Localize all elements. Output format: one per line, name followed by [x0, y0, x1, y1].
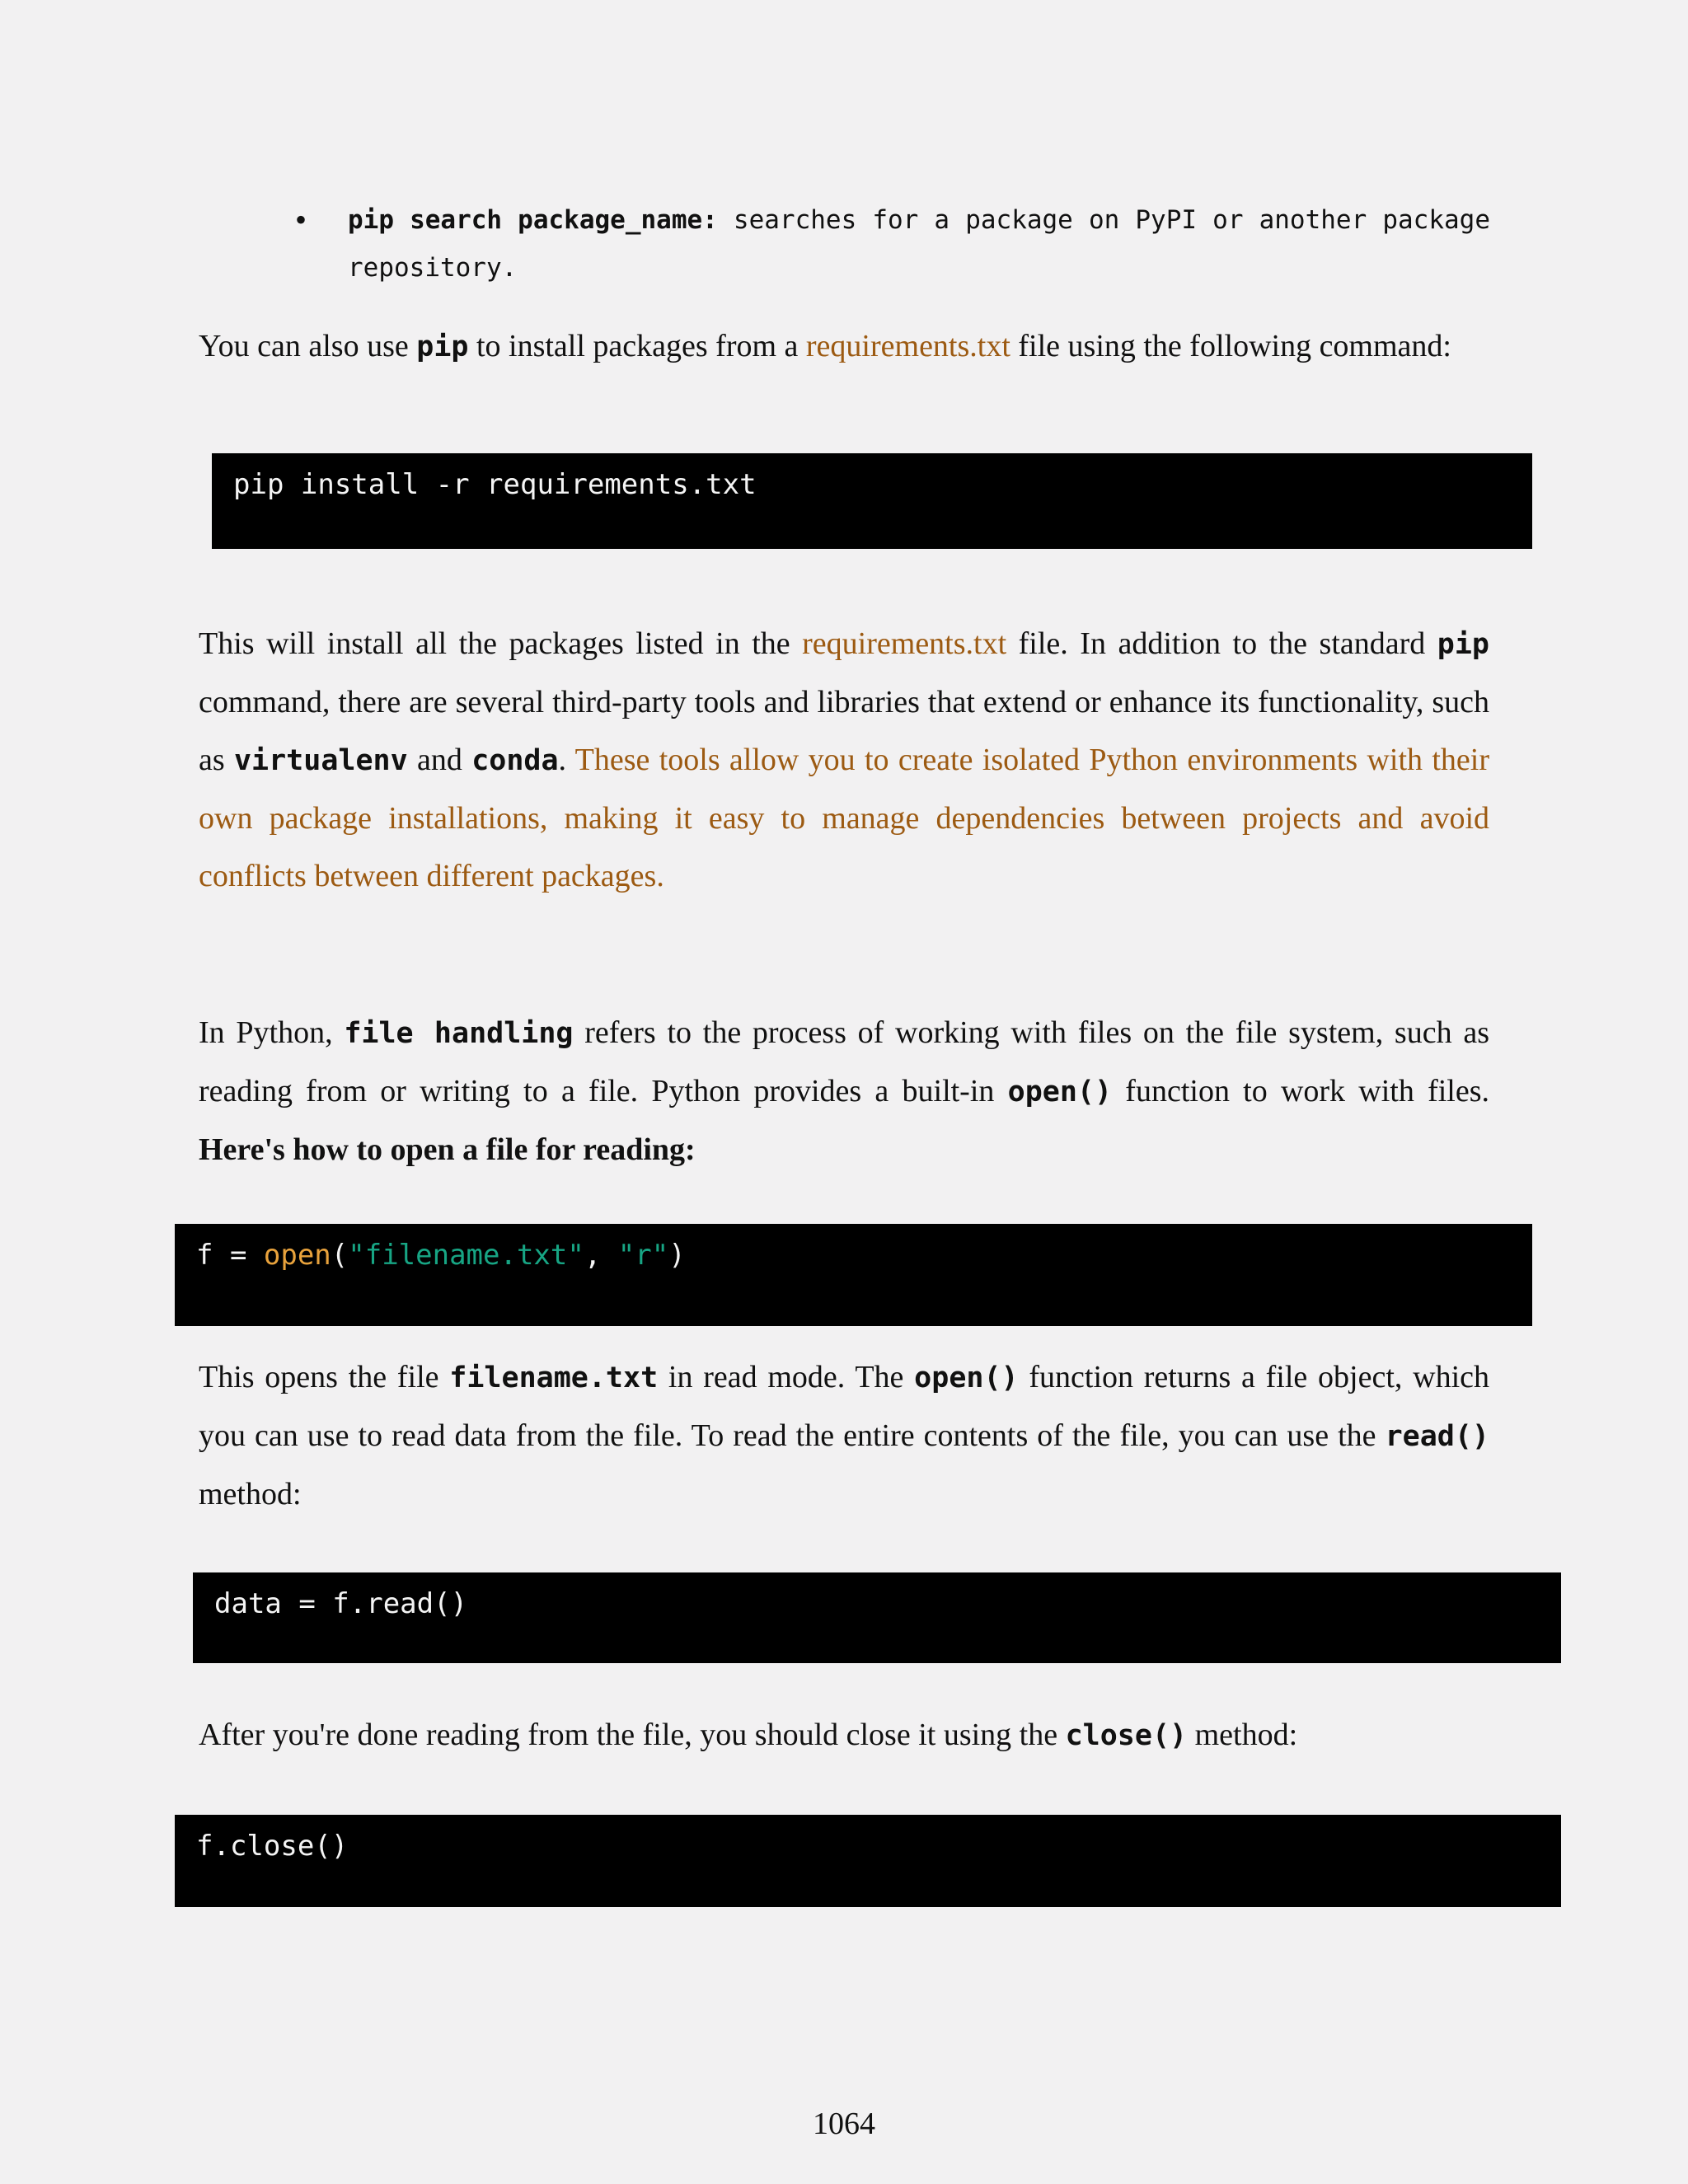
bullet-term: pip search package_name:: [348, 205, 718, 235]
text: .: [558, 743, 575, 777]
paragraph-close-file: [199, 1706, 1489, 1765]
inline-code-open: open(): [1007, 1076, 1113, 1108]
text: You can also use: [199, 329, 417, 363]
text: After you're done reading from the file, you should close it using the: [199, 1718, 1066, 1752]
code-string-mode: "r": [617, 1239, 669, 1272]
text: file. In addition to the standard: [1006, 626, 1437, 661]
inline-code-virtualenv: virtualenv: [233, 744, 408, 777]
text: This opens the file: [199, 1360, 450, 1394]
code-comma: ,: [584, 1239, 618, 1272]
requirements-file-reference: requirements.txt: [802, 626, 1007, 661]
paragraph-requirements-intro: [199, 317, 1489, 376]
bold-instruction: Here's how to open a file for reading:: [199, 1132, 696, 1167]
paragraph-third-party-tools: [199, 615, 1489, 905]
inline-code-close: close(): [1065, 1719, 1188, 1752]
text: method:: [199, 1477, 302, 1511]
text: command, there are several third-party tools and libraries that extend or enhance its functionality, such as: [199, 685, 1489, 777]
text: method:: [1187, 1718, 1298, 1752]
page-number: 1064: [813, 2107, 875, 2141]
text: and: [407, 743, 472, 777]
inline-code-filename: filename.txt: [449, 1361, 659, 1394]
inline-code-pip: pip: [416, 330, 469, 363]
requirements-file-reference: requirements.txt: [805, 329, 1010, 363]
code-block-close: f.close(): [175, 1815, 1561, 1907]
bullet-item-pip-search: [348, 196, 1490, 292]
code-variable: f =: [196, 1239, 264, 1272]
paragraph-read-mode: [199, 1348, 1489, 1523]
code-block-pip-install: pip install -r requirements.txt: [212, 453, 1532, 549]
inline-code-open: open(): [914, 1361, 1019, 1394]
text: to install packages from a: [468, 329, 806, 363]
text: function returns a file object, which you can use to read data from the file. To read the entire contents of the file, you can use the: [199, 1360, 1489, 1453]
text: in read mode. The: [658, 1360, 915, 1394]
text: file using the following command:: [1010, 329, 1451, 363]
highlighted-sentence: These tools allow you to create isolated Python environments with their own package installations, making it easy to manage dependencies between projects and avoid conflicts between different packages.: [199, 743, 1489, 893]
text: This will install all the packages listed in the: [199, 626, 803, 661]
text: refers to the process of working with files on the file system, such as reading from or writing to a file. Python provides a built-in: [199, 1015, 1489, 1108]
bullet-description: searches for a package on PyPI or another package repository.: [348, 205, 1490, 283]
inline-code-read: read(): [1385, 1420, 1489, 1453]
inline-code-file-handling: file handling: [344, 1017, 574, 1050]
code-block-open-file: [175, 1224, 1532, 1326]
code-paren: ): [668, 1239, 686, 1272]
code-paren: (: [331, 1239, 349, 1272]
inline-code-conda: conda: [471, 744, 559, 777]
inline-code-pip: pip: [1437, 628, 1489, 661]
text: In Python,: [199, 1015, 345, 1050]
paragraph-file-handling: [199, 1004, 1489, 1179]
code-string-filename: "filename.txt": [348, 1239, 584, 1272]
code-block-read: data = f.read(): [193, 1572, 1561, 1663]
bullet-marker: •: [295, 201, 307, 238]
code-function-name: open: [263, 1239, 331, 1272]
text: function to work with files.: [1112, 1074, 1489, 1108]
